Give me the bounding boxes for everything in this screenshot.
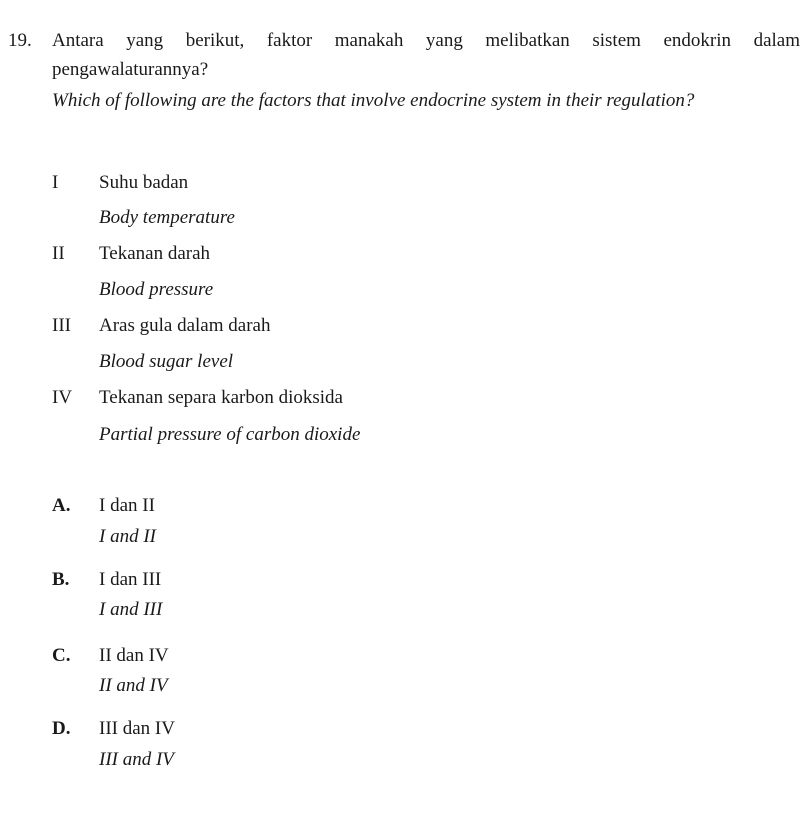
option-d-letter[interactable]: D. xyxy=(52,718,71,739)
item-i-english: Body temperature xyxy=(99,207,235,228)
item-numeral-ii: II xyxy=(52,243,65,264)
item-numeral-iv: IV xyxy=(52,387,73,408)
item-numeral-i: I xyxy=(52,172,59,193)
item-numeral-iii: III xyxy=(52,315,71,336)
item-i-malay: Suhu badan xyxy=(99,172,189,193)
item-ii-english: Blood pressure xyxy=(99,279,214,300)
item-iii-malay: Aras gula dalam darah xyxy=(99,315,271,336)
option-c-english[interactable]: II and IV xyxy=(99,675,168,696)
question-stem-malay: Antara yang berikut, faktor manakah yang melibatkan sistem endokrin dalam xyxy=(52,30,800,51)
option-a-letter[interactable]: A. xyxy=(52,495,71,516)
item-ii-malay: Tekanan darah xyxy=(99,243,211,264)
option-a-malay[interactable]: I dan II xyxy=(99,495,155,516)
option-b-malay[interactable]: I dan III xyxy=(99,569,162,590)
item-iv-english: Partial pressure of carbon dioxide xyxy=(99,424,361,445)
question-number: 19. xyxy=(8,30,32,51)
option-b-letter[interactable]: B. xyxy=(52,569,70,590)
option-c-letter[interactable]: C. xyxy=(52,645,71,666)
question-stem-malay-continued: pengawalaturannya? xyxy=(52,59,209,80)
option-d-malay[interactable]: III dan IV xyxy=(99,718,175,739)
item-iii-english: Blood sugar level xyxy=(99,351,234,372)
option-a-english[interactable]: I and II xyxy=(99,526,156,547)
option-b-english[interactable]: I and III xyxy=(99,599,163,620)
question-stem-english: Which of following are the factors that involve endocrine system in their regulation? xyxy=(52,90,695,111)
option-d-english[interactable]: III and IV xyxy=(99,749,174,770)
item-iv-malay: Tekanan separa karbon dioksida xyxy=(99,387,343,408)
option-c-malay[interactable]: II dan IV xyxy=(99,645,169,666)
